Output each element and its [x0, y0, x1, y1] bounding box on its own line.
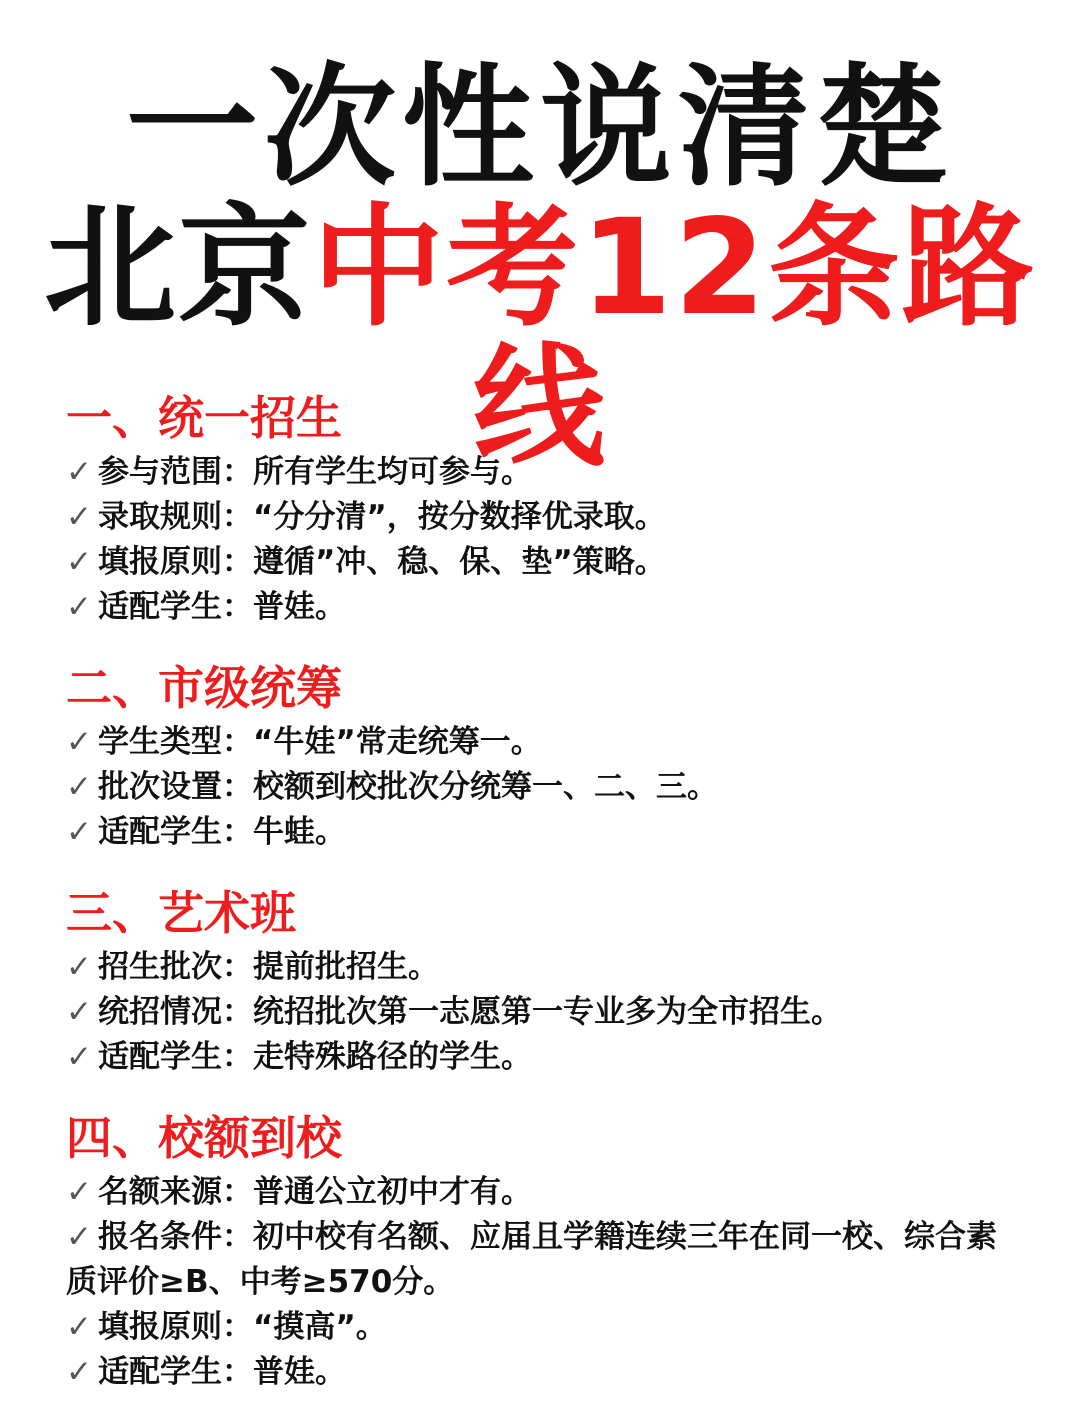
list-item	[66, 1215, 1026, 1305]
item-text: 适配学生：普娃。	[98, 589, 346, 625]
item-text: 适配学生：牛蛙。	[98, 814, 346, 850]
item-text: 录取规则：“分分清”，按分数择优录取。	[98, 499, 666, 535]
content	[66, 390, 1026, 1425]
section-heading: 二、市级统筹	[66, 661, 342, 715]
check-icon: ✓	[66, 544, 92, 580]
item-text: 招生批次：提前批招生。	[98, 949, 439, 985]
section-heading: 三、艺术班	[66, 886, 296, 940]
item-text: 统招情况：统招批次第一志愿第一专业多为全市招生。	[98, 994, 842, 1030]
item-text: 填报原则：“摸高”。	[98, 1309, 387, 1345]
check-icon: ✓	[66, 814, 92, 850]
check-icon: ✓	[66, 1354, 92, 1390]
list-item	[66, 720, 1026, 765]
item-text: 适配学生：普娃。	[98, 1354, 346, 1390]
title-line-2-black: 北京	[44, 191, 313, 345]
check-icon: ✓	[66, 994, 92, 1030]
item-text: 名额来源：普通公立初中才有。	[98, 1174, 532, 1210]
item-text: 批次设置：校额到校批次分统筹一、二、三。	[98, 769, 718, 805]
check-icon: ✓	[66, 499, 92, 535]
item-text: 参与范围：所有学生均可参与。	[98, 454, 532, 490]
list-item	[66, 585, 1026, 630]
section-unified-enrollment	[66, 390, 1026, 630]
section-heading: 一、统一招生	[66, 391, 342, 445]
title-line-2-red: 中考12条路线	[312, 191, 1036, 485]
list-item	[66, 540, 1026, 585]
title-line-1: 一次性说清楚	[126, 51, 954, 205]
check-icon: ✓	[66, 769, 92, 805]
list-item	[66, 1350, 1026, 1395]
check-icon: ✓	[66, 454, 92, 490]
section-art-class	[66, 885, 1026, 1080]
list-item	[66, 1035, 1026, 1080]
list-item	[66, 1305, 1026, 1350]
item-text: 填报原则：遵循”冲、稳、保、垫”策略。	[98, 544, 666, 580]
section-heading: 四、校额到校	[66, 1111, 342, 1165]
check-icon: ✓	[66, 1219, 92, 1255]
check-icon: ✓	[66, 1174, 92, 1210]
check-icon: ✓	[66, 1039, 92, 1075]
check-icon: ✓	[66, 724, 92, 760]
item-text: 报名条件：初中校有名额、应届且学籍连续三年在同一校、综合素质评价≥B、中考≥570分。	[66, 1219, 997, 1300]
check-icon: ✓	[66, 949, 92, 985]
list-item	[66, 810, 1026, 855]
list-item	[66, 450, 1026, 495]
list-item	[66, 990, 1026, 1035]
item-text: 学生类型：“牛娃”常走统筹一。	[98, 724, 542, 760]
section-city-coordination	[66, 660, 1026, 855]
list-item	[66, 945, 1026, 990]
item-text: 适配学生：走特殊路径的学生。	[98, 1039, 532, 1075]
list-item	[66, 495, 1026, 540]
check-icon: ✓	[66, 589, 92, 625]
check-icon: ✓	[66, 1309, 92, 1345]
list-item	[66, 765, 1026, 810]
section-school-quota	[66, 1110, 1026, 1395]
list-item	[66, 1170, 1026, 1215]
